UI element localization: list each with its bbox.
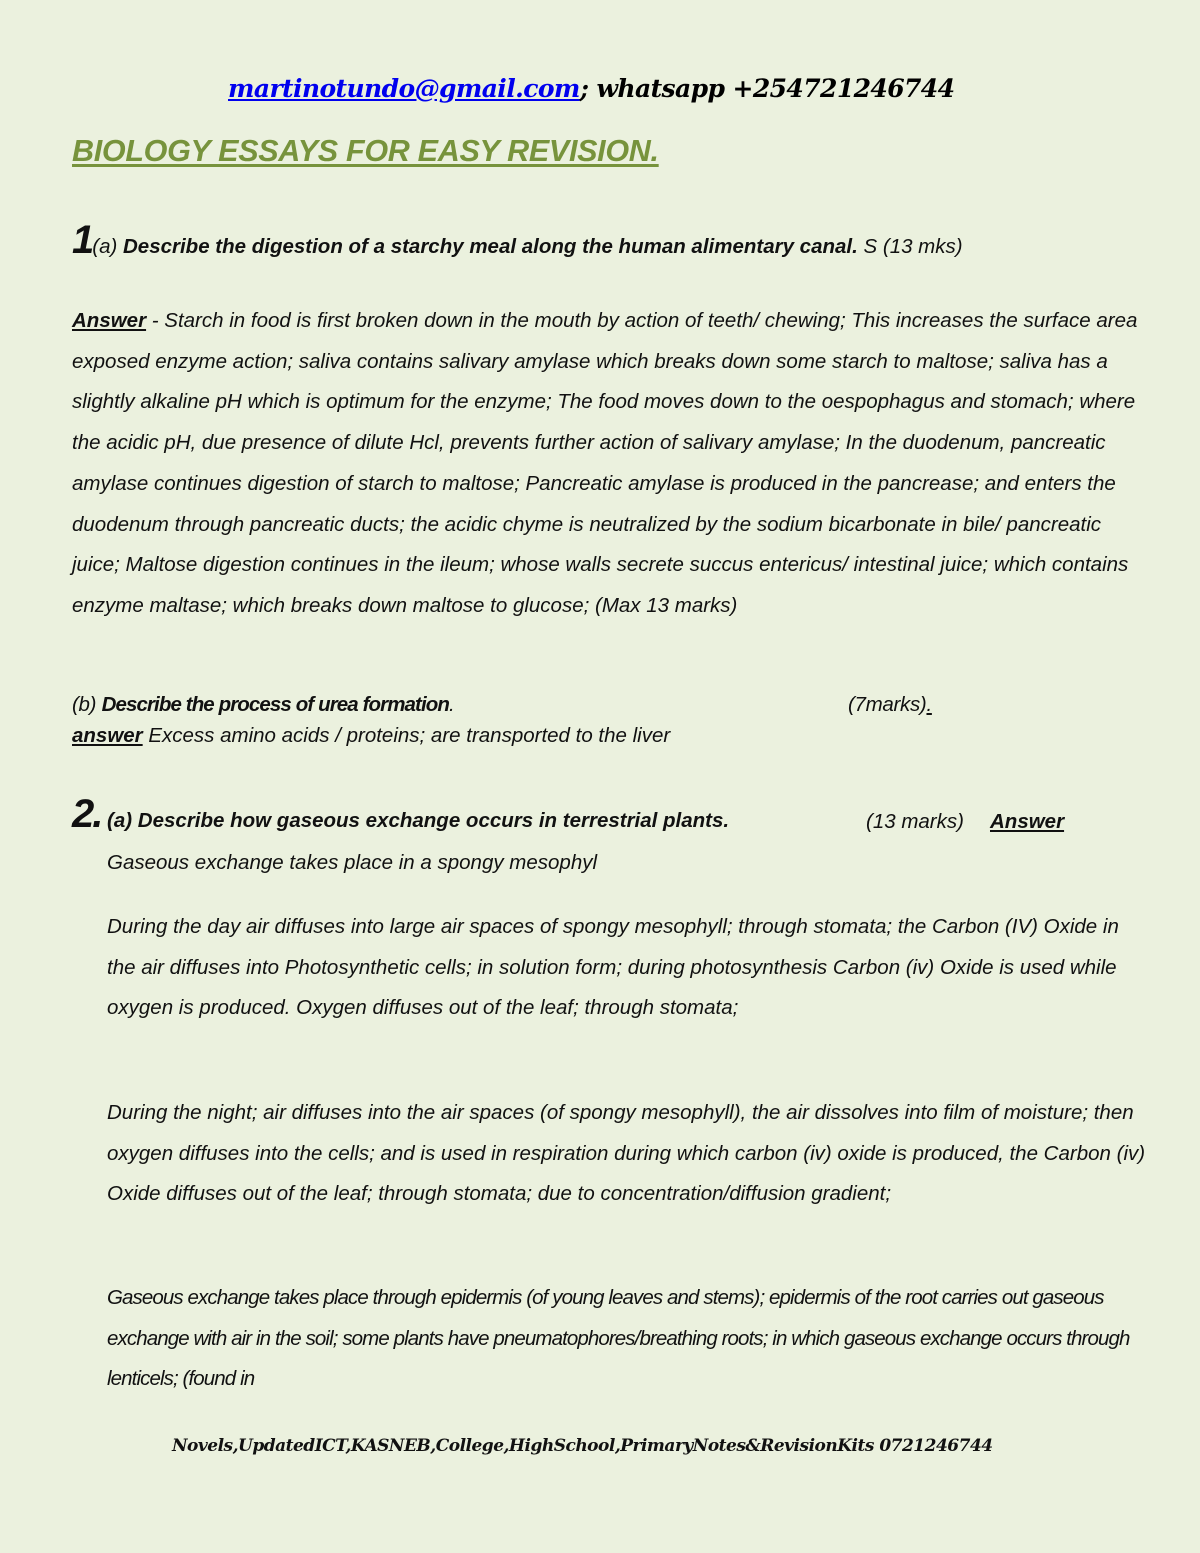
question-1b <box>72 693 932 717</box>
question-2a <box>72 792 1065 837</box>
answer-text: Excess amino acids / proteins; are transported to the liver <box>142 724 671 747</box>
marks-dot: . <box>926 693 932 716</box>
answer-label: Answer <box>72 309 147 332</box>
page-footer: Novels,UpdatedICT,KASNEB,College,HighSchool,PrimaryNotes&RevisionKits 0721246744 <box>172 1436 993 1456</box>
question-marks: S (13 mks) <box>857 235 963 258</box>
answer-2a-epidermis: Gaseous exchange takes place through epidermis (of young leaves and stems); epidermis of the root carries out gaseous exchange with air in the soil; some plants have pneumatophores/breathing roots; in which gaseous exchange occurs through lenticels; (found in <box>107 1286 1130 1391</box>
question-marks: (7marks). <box>848 693 932 716</box>
header-separator: ; <box>579 74 589 103</box>
question-1a <box>72 218 963 263</box>
email-link[interactable]: martinotundo@gmail.com <box>228 74 580 103</box>
page-title: BIOLOGY ESSAYS FOR EASY REVISION. <box>72 134 659 168</box>
question-number: 2. <box>72 792 102 836</box>
answer-2a-intro: Gaseous exchange takes place in a spongy mesophyl <box>107 851 598 874</box>
part-label: (b) <box>72 693 102 716</box>
answer-2a-day: During the day air diffuses into large air spaces of spongy mesophyll; through stomata; the Carbon (IV) Oxide in the air diffuses into Photosynthetic cells; in solution form; during photosynthesis Carbon (iv) Oxide is used while oxygen is produced. Oxygen diffuses out of the leaf; through stomata; <box>107 915 1119 1020</box>
answer-1a <box>72 301 1142 627</box>
question-text: Describe the process of urea formation <box>101 693 449 716</box>
contact-header <box>228 74 954 103</box>
question-number: 1 <box>72 218 93 262</box>
answer-1b <box>72 724 670 748</box>
question-text: (a) Describe how gaseous exchange occurs in terrestrial plants. <box>101 809 730 832</box>
part-label: (a) <box>92 235 123 258</box>
question-marks: (13 marks) <box>866 810 964 833</box>
answer-text: - Starch in food is first broken down in the mouth by action of teeth/ chewing; This increases the surface area exposed enzyme action; saliva contains salivary amylase which breaks down some starch to maltose; saliva has a slightly alkaline pH which is optimum for the enzyme; The food moves down to the oespophagus and stomach; where the acidic pH, due presence of dilute Hcl, prevents further action of salivary amylase; In the duodenum, pancreatic amylase continues digestion of starch to maltose; Pancreatic amylase is produced in the pancrease; and enters the duodenum through pancreatic ducts; the acidic chyme is neutralized by the sodium bicarbonate in bile/ pancreatic juice; Maltose digestion continues in the ileum; whose walls secrete succus entericus/ intestinal juice; which contains enzyme maltase; which breaks down maltose to glucose; (Max 13 marks) <box>72 309 1138 617</box>
whatsapp-contact: whatsapp +254721246744 <box>588 74 955 103</box>
answer-label: Answer <box>990 810 1065 833</box>
answer-2a-night: During the night; air diffuses into the air spaces (of spongy mesophyll), the air dissolves into film of moisture; then oxygen diffuses into the cells; and is used in respiration during which carbon (iv) oxide is produced, the Carbon (iv) Oxide diffuses out of the leaf; through stomata; due to concentration/diffusion gradient; <box>107 1101 1146 1206</box>
answer-label: answer <box>72 724 143 747</box>
question-period: . <box>449 693 455 716</box>
question-text: Describe the digestion of a starchy meal along the human alimentary canal. <box>123 235 858 258</box>
